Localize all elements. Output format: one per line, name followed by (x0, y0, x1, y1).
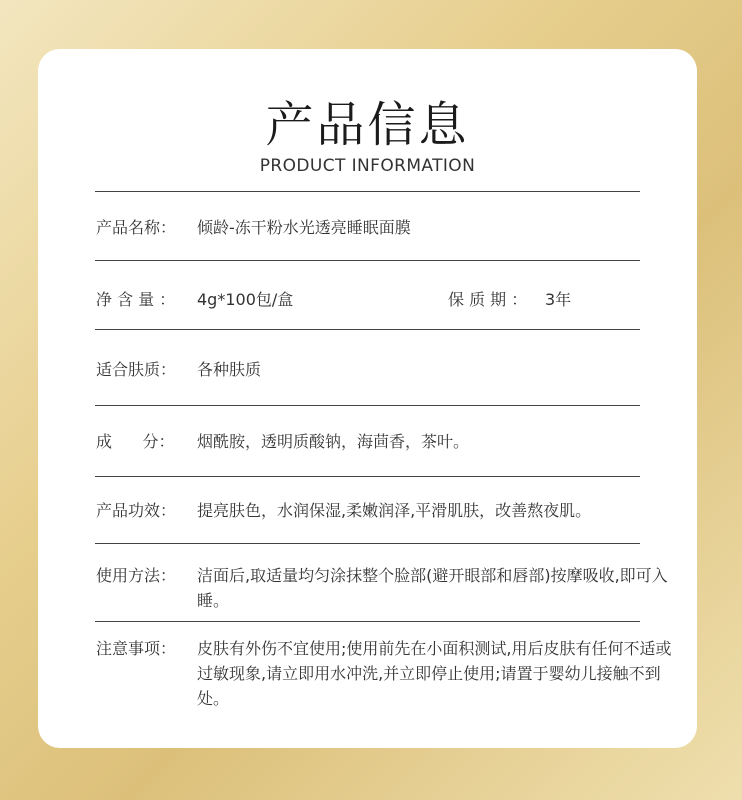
label-skin-type: 适合肤质： (96, 360, 177, 379)
divider (95, 476, 640, 477)
divider (95, 543, 640, 544)
value-notes: 皮肤有外伤不宜使用;使用前先在小面积测试,用后皮肤有任何不适或过敏现象,请立即用水冲洗,并立即停止使用;请置于婴幼儿接触不到处。 (197, 639, 672, 708)
divider (95, 405, 640, 406)
label-usage: 使用方法： (96, 566, 177, 585)
value-effect: 提亮肤色，水润保湿,柔嫩润泽,平滑肌肤，改善熬夜肌。 (197, 501, 592, 520)
label-effect: 产品功效： (96, 501, 177, 520)
value-product-name: 倾龄-冻干粉水光透亮睡眠面膜 (197, 218, 411, 237)
divider (95, 621, 640, 622)
divider (95, 260, 640, 261)
divider (95, 329, 640, 330)
product-info-card (38, 49, 697, 748)
page-title: 产品信息 (265, 97, 470, 153)
value-shelf-life: 3年 (545, 290, 572, 309)
value-net-content: 4g*100包/盒 (197, 290, 294, 309)
label-ingredients: 成 分： (96, 432, 175, 451)
value-ingredients: 烟酰胺，透明质酸钠，海茴香，茶叶。 (197, 432, 470, 451)
label-product-name: 产品名称： (96, 218, 177, 237)
label-net-content: 净 含 量 ： (96, 290, 176, 309)
value-usage: 洁面后,取适量均匀涂抹整个脸部(避开眼部和唇部)按摩吸收,即可入睡。 (197, 566, 668, 610)
label-notes: 注意事项： (96, 639, 177, 658)
value-skin-type: 各种肤质 (197, 360, 262, 379)
divider (95, 191, 640, 192)
page-subtitle: PRODUCT INFORMATION (259, 156, 476, 176)
label-shelf-life: 保 质 期 ： (448, 290, 528, 309)
